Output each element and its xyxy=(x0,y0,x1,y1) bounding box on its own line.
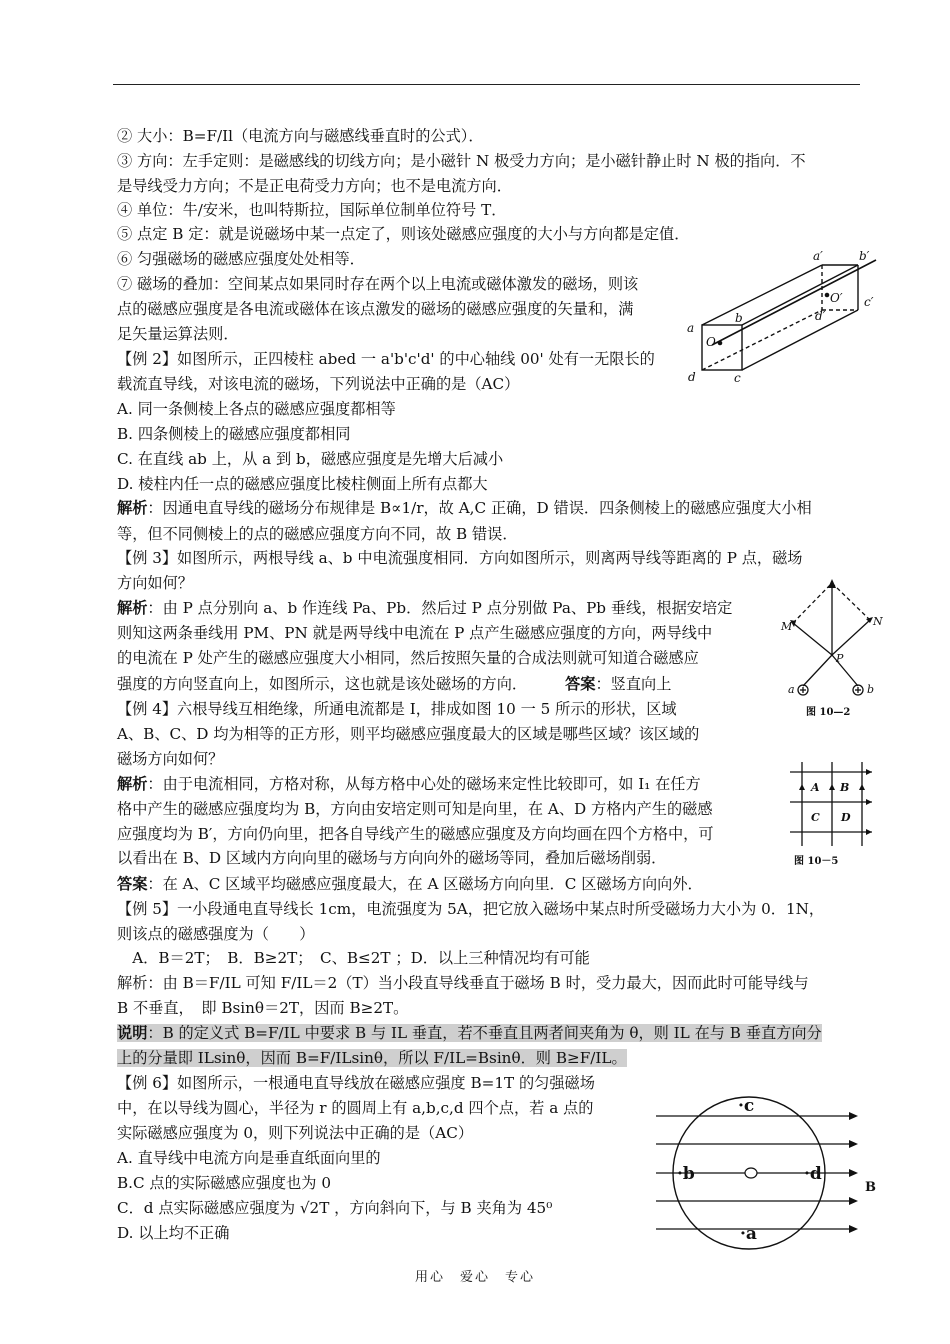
line-text: 的电流在 P 处产生的磁感应强度大小相同，然后按照矢量的合成法则就可知道合磁感应 xyxy=(117,649,699,667)
text-line xyxy=(117,1046,627,1070)
label-b-prime: b′ xyxy=(859,249,870,263)
line-text: ③ 方向：左手定则：是磁感线的切线方向；是小磁针 N 极受力方向；是小磁针静止时 N 极的指向．不 xyxy=(117,152,806,170)
text-line xyxy=(117,971,809,995)
text-line xyxy=(117,646,699,670)
text-line xyxy=(117,198,506,222)
answer-label: 答案 xyxy=(565,675,596,693)
text-line xyxy=(117,797,713,821)
field-label-b: B xyxy=(865,1180,876,1195)
text-line xyxy=(117,1096,593,1120)
line-text: C. 在直线 ab 上，从 a 到 b，磁感应强度是先增大后减小 xyxy=(117,450,504,468)
label-p: P xyxy=(836,652,844,665)
line-text: A. 同一条侧棱上各点的磁感应强度都相等 xyxy=(117,400,396,418)
text-line xyxy=(117,174,512,198)
label-o: O xyxy=(706,335,716,349)
line-text: 解析：由 B＝F/IL 可知 F/IL＝2（T）当小段直导线垂直于磁场 B 时，受力最大，因而此时可能导线与 xyxy=(117,974,809,992)
line-text: 足矢量运算法则． xyxy=(117,325,239,343)
line-text: ：因通电直导线的磁场分布规律是 B∝1/r，故 A,C 正确，D 错误．四条侧棱上的磁感应强度大小相 xyxy=(147,499,812,517)
line-text: 强度的方向竖直向上，如图所示，这也就是该处磁场的方向． xyxy=(117,675,528,693)
line-text: D. 以上均不正确 xyxy=(117,1224,230,1242)
label-a: a xyxy=(788,683,795,696)
text-line xyxy=(117,1196,552,1220)
text-line xyxy=(117,846,666,870)
text-line xyxy=(117,1221,229,1245)
text-line xyxy=(117,472,488,496)
text-line xyxy=(117,872,703,896)
region-a: A xyxy=(811,781,820,794)
text-line xyxy=(117,522,518,546)
text-line xyxy=(117,546,802,570)
line-text: A．B＝2T； B．B≥2T； C、B≤2T ；D．以上三种情况均有可能 xyxy=(117,949,590,967)
figure-10-5 xyxy=(788,760,878,870)
text-line xyxy=(117,372,519,396)
text-line xyxy=(117,897,824,921)
text-line xyxy=(117,672,671,696)
line-text: 则知这两条垂线用 PM、PN 就是两导线中电流在 P 点产生磁感应强度的方向，两导线中 xyxy=(117,624,713,642)
text-line xyxy=(117,272,638,296)
line-text: 方向如何？ xyxy=(117,574,193,592)
line-text: B.C 点的实际磁感应强度也为 0 xyxy=(117,1174,331,1192)
text-line xyxy=(117,222,689,246)
label-n: N xyxy=(873,615,883,628)
region-b: B xyxy=(840,781,850,794)
label-d: d xyxy=(688,370,696,384)
line-text: ⑤ 点定 B 定：就是说磁场中某一点定了，则该处磁感应强度的大小与方向都是定值． xyxy=(117,225,690,243)
text-line xyxy=(117,722,699,746)
line-text: A、B、C、D 均为相等的正方形，则平均磁感应强度最大的区域是哪些区域？该区域的 xyxy=(117,725,700,743)
page-footer: 用心 爱心 专心 xyxy=(414,1270,535,1285)
line-text: A. 直导线中电流方向是垂直纸面向里的 xyxy=(117,1149,381,1167)
text-line xyxy=(117,946,590,970)
text-line xyxy=(117,922,314,946)
bold-label: 解析 xyxy=(117,599,148,617)
label-a-prime: a′ xyxy=(813,249,823,263)
line-text: ：B 的定义式 B=F/IL 中要求 B 与 IL 垂直，若不垂直且两者间夹角为 θ，则 IL 在与 B 垂直方向分 xyxy=(147,1024,822,1042)
text-line xyxy=(117,496,812,520)
point-b: ·b xyxy=(677,1164,695,1184)
circle-field-figure xyxy=(652,1094,888,1254)
label-c: c xyxy=(734,371,741,385)
text-line xyxy=(117,571,193,595)
text-line xyxy=(117,596,732,620)
answer-text: ：竖直向上 xyxy=(595,675,672,693)
text-line xyxy=(117,447,503,471)
line-text: 【例 2】如图所示，正四棱柱 abed 一 a'b'c'd' 的中心轴线 00' 处有一无限长的 xyxy=(117,350,655,368)
line-text: 上的分量即 ILsinθ，因而 B=F/ILsinθ，所以 F/IL=Bsinθ．则 B≥F/IL。 xyxy=(117,1049,627,1067)
line-text: 是导线受力方向；不是正电荷受力方向；也不是电流方向． xyxy=(117,177,512,195)
line-text: B 不垂直， 即 Bsinθ＝2T，因而 B≥2T。 xyxy=(117,999,409,1017)
text-line xyxy=(117,1021,822,1045)
line-text: 【例 3】如图所示，两根导线 a、b 中电流强度相同．方向如图所示，则离两导线等距离的 P 点，磁场 xyxy=(117,549,803,567)
line-text: 应强度均为 B′，方向仍向里，把各自导线产生的磁感应强度及方向均画在四个方格中，可 xyxy=(117,825,714,843)
line-text: 以看出在 B、D 区域内方向向里的磁场与方向向外的磁场等同，叠加后磁场削弱． xyxy=(117,849,667,867)
line-text: 【例 6】如图所示，一根通电直导线放在磁感应强度 B=1T 的匀强磁场 xyxy=(117,1074,595,1092)
line-text: ⑥ 匀强磁场的磁感应强度处处相等． xyxy=(117,250,365,268)
bold-label: 解析 xyxy=(117,775,148,793)
line-text: 磁场方向如何？ xyxy=(117,750,224,768)
point-a: ·a xyxy=(740,1224,757,1244)
label-d-prime: d′ xyxy=(815,309,826,323)
bold-label: 解析 xyxy=(117,499,148,517)
point-c: ·c xyxy=(738,1096,755,1116)
line-text: 中，在以导线为圆心，半径为 r 的圆周上有 a,b,c,d 四个点，若 a 点的 xyxy=(117,1099,594,1117)
region-c: C xyxy=(811,811,820,824)
line-text: ：由 P 点分别向 a、b 作连线 Pa、Pb．然后过 P 点分别做 Pa、Pb 垂线，根据安培定 xyxy=(147,599,733,617)
figure-caption: 图 10—2 xyxy=(806,707,851,718)
line-text: ：由于电流相同，方格对称，从每方格中心处的磁场来定性比较即可，如 I₁ 在任方 xyxy=(147,775,701,793)
line-text: ② 大小：B=F/Il（电流方向与磁感线垂直时的公式）． xyxy=(117,127,484,145)
text-line xyxy=(117,322,239,346)
line-text: 载流直导线，对该电流的磁场，下列说法中正确的是（AC） xyxy=(117,375,520,393)
text-line xyxy=(117,247,365,271)
text-line xyxy=(117,1171,331,1195)
line-text: 实际磁感应强度为 0，则下列说法中正确的是（AC） xyxy=(117,1124,474,1142)
text-line xyxy=(117,297,633,321)
text-line xyxy=(117,697,677,721)
line-text: C．d 点实际磁感应强度为 √2T ，方向斜向下，与 B 夹角为 45⁰ xyxy=(117,1199,553,1217)
line-text: ⑦ 磁场的叠加：空间某点如果同时存在两个以上电流或磁体激发的磁场，则该 xyxy=(117,275,639,293)
bold-label: 答案 xyxy=(117,875,148,893)
label-b: b xyxy=(735,311,743,325)
region-d: D xyxy=(841,811,851,824)
text-line xyxy=(117,1071,595,1095)
line-text: 【例 5】一小段通电直导线长 1cm，电流强度为 5A，把它放入磁场中某点时所受磁场力大小为 0．1N， xyxy=(117,900,825,918)
label-c-prime: c′ xyxy=(864,295,874,309)
bold-label: 说明 xyxy=(117,1024,148,1042)
text-line xyxy=(117,124,484,148)
line-text: ④ 单位：牛/安米，也叫特斯拉，国际单位制单位符号 T． xyxy=(117,201,507,219)
text-line xyxy=(117,772,701,796)
line-text: D. 棱柱内任一点的磁感应强度比棱柱侧面上所有点都大 xyxy=(117,475,488,493)
prism-figure xyxy=(682,248,882,388)
line-text: 格中产生的磁感应强度均为 B，方向由安培定则可知是向里，在 A、D 方格内产生的磁感 xyxy=(117,800,713,818)
line-text: 【例 4】六根导线互相绝缘，所通电流都是 I，排成如图 10 一 5 所示的形状，区域 xyxy=(117,700,677,718)
text-line xyxy=(117,422,350,446)
text-line xyxy=(117,621,712,645)
figure-10-2 xyxy=(776,573,890,723)
text-line xyxy=(117,1121,473,1145)
text-line xyxy=(117,347,655,371)
label-b: b xyxy=(867,683,875,696)
text-line xyxy=(117,149,806,173)
line-text: 等，但不同侧棱上的点的磁感应强度方向不同，故 B 错误． xyxy=(117,525,518,543)
line-text: 则该点的磁感强度为（ ） xyxy=(117,925,315,943)
label-m: M xyxy=(781,620,793,633)
label-a: a xyxy=(687,321,695,335)
text-line xyxy=(117,996,408,1020)
header-rule xyxy=(113,84,860,85)
text-line xyxy=(117,822,714,846)
point-d: ·d xyxy=(804,1164,822,1184)
figure-caption: 图 10－5 xyxy=(794,856,839,867)
text-line xyxy=(117,397,396,421)
label-o-prime: O′ xyxy=(830,291,843,305)
text-line xyxy=(117,1146,381,1170)
line-text: 点的磁感应强度是各电流或磁体在该点激发的磁场的磁感应强度的矢量和，满 xyxy=(117,300,634,318)
text-line xyxy=(117,747,223,771)
line-text: ：在 A、C 区域平均磁感应强度最大，在 A 区磁场方向向里．C 区磁场方向向外． xyxy=(147,875,703,893)
line-text: B. 四条侧棱上的磁感应强度都相同 xyxy=(117,425,351,443)
